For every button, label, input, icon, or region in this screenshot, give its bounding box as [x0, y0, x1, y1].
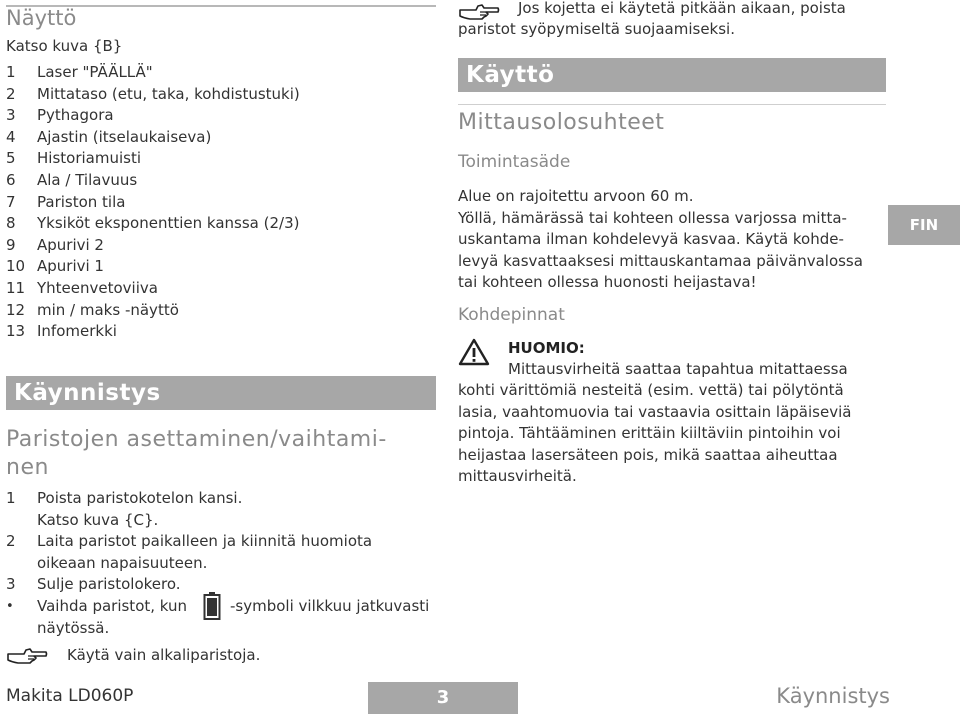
bullet-item: [6, 596, 436, 618]
display-item-number: 7: [6, 192, 16, 211]
display-item-label: Apurivi 2: [37, 235, 104, 254]
display-item-number: 8: [6, 214, 16, 233]
display-item: [6, 300, 436, 322]
range-paragraph-line: levyä kasvattaaksesi mittauskantamaa päivänvalossa: [458, 251, 863, 270]
display-item-number: 3: [6, 106, 16, 125]
display-item-label: Historiamuisti: [37, 149, 141, 168]
language-tab: FIN: [888, 205, 960, 245]
display-item: [6, 321, 436, 343]
step-text: Poista paristokotelon kansi.: [37, 489, 243, 507]
bullet-item-cont: [6, 618, 436, 640]
tip-storage-line2: paristot syöpymiseltä suojaamiseksi.: [458, 20, 735, 38]
display-item: [6, 256, 436, 278]
display-item: [6, 148, 436, 170]
range-paragraph-line: Alue on rajoitettu arvoon 60 m.: [458, 187, 694, 205]
display-item: [6, 84, 436, 106]
display-item-label: Yksiköt eksponenttien kanssa (2/3): [37, 214, 300, 233]
display-item-number: 12: [6, 300, 26, 319]
step-number: 1: [6, 489, 16, 507]
subsection-title-line1: Paristojen asettaminen/vaihtami-: [6, 427, 387, 452]
display-item-number: 11: [6, 278, 26, 297]
display-item: [6, 213, 436, 235]
warning-paragraph-line: pintoja. Tähtääminen erittäin kiiltäviin pintoihin voi: [458, 424, 841, 443]
page-title: Näyttö: [6, 6, 77, 30]
display-item-label: Yhteenvetoviiva: [37, 278, 158, 297]
display-item: [6, 278, 436, 300]
footer-model: Makita LD060P: [6, 686, 134, 706]
warning-triangle-icon: [458, 338, 490, 370]
display-item-label: Infomerkki: [37, 322, 117, 341]
display-item: [6, 105, 436, 127]
display-item-label: min / maks -näyttö: [37, 300, 179, 319]
bullet-text-c: näytössä.: [37, 618, 110, 637]
range-paragraph: [458, 186, 863, 294]
display-item: [6, 170, 436, 192]
warning-paragraph-line: kohti värittömiä nesteitä (esim. vettä) tai pölytöntä: [458, 381, 844, 399]
step-number: 2: [6, 532, 16, 551]
warning-paragraph-line: lasia, vaahtomuovia tai vastaavia osittain läpäiseviä: [458, 402, 852, 421]
see-figure-b: Katso kuva {B}: [6, 37, 123, 55]
display-item-label: Laser "PÄÄLLÄ": [37, 63, 153, 81]
display-item-number: 13: [6, 322, 26, 341]
display-item-number: 1: [6, 63, 16, 81]
display-item-number: 10: [6, 257, 26, 276]
display-item: [6, 127, 436, 149]
step-1: [6, 488, 436, 510]
step-2-cont: [6, 553, 436, 575]
display-item-label: Pariston tila: [37, 192, 126, 211]
section-rule: [458, 104, 886, 105]
step-3: [6, 574, 436, 596]
step-number: 3: [6, 575, 16, 594]
range-paragraph-line: uskantama ilman kohdelevyä kasvaa. Käytä kohde-: [458, 230, 844, 249]
steps-list: [6, 488, 436, 639]
bullet-dot-icon: •: [6, 598, 14, 614]
footer-section: Käynnistys: [776, 684, 890, 708]
tip-alkaline: Käytä vain alkaliparistoja.: [67, 646, 261, 664]
display-items-list: [6, 62, 436, 343]
display-item-number: 2: [6, 84, 16, 103]
step-text: Katso kuva {C}.: [37, 510, 159, 529]
warning-paragraph: [458, 380, 851, 488]
footer-page-number: 3: [368, 682, 518, 714]
display-item-label: Apurivi 1: [37, 257, 104, 276]
display-item-number: 9: [6, 235, 16, 254]
display-item-label: Ala / Tilavuus: [37, 170, 138, 189]
display-item-number: 5: [6, 149, 16, 168]
warning-first-line: Mittausvirheitä saattaa tapahtua mitattaessa: [508, 360, 848, 378]
pointing-hand-icon: [6, 644, 48, 670]
warning-title: HUOMIO:: [508, 339, 585, 357]
warning-paragraph-line: heijastaa lasersäteen pois, mikä saattaa aiheuttaa: [458, 445, 838, 464]
bullet-text-b: -symboli vilkkuu jatkuvasti: [230, 596, 430, 615]
display-item-label: Pythagora: [37, 106, 114, 125]
subsection-mittausolosuhteet: Mittausolosuhteet: [458, 110, 665, 135]
heading-kohdepinnat: Kohdepinnat: [458, 305, 565, 325]
display-item: [6, 62, 436, 84]
section-bar-kaytto: Käyttö: [458, 58, 886, 92]
section-bar-kaynnistys: Käynnistys: [6, 376, 436, 410]
range-paragraph-line: Yöllä, hämärässä tai kohteen ollessa varjossa mitta-: [458, 208, 847, 227]
display-item-label: Mittataso (etu, taka, kohdistustuki): [37, 84, 300, 103]
tip-storage-line1: Jos kojetta ei käytetä pitkään aikaan, poista: [518, 0, 846, 17]
display-item-number: 6: [6, 170, 16, 189]
display-item-number: 4: [6, 127, 16, 146]
display-item: [6, 235, 436, 257]
step-text: Laita paristot paikalleen ja kiinnitä huomiota: [37, 532, 373, 551]
step-text: Sulje paristolokero.: [37, 575, 181, 594]
warning-paragraph-line: mittausvirheitä.: [458, 467, 577, 486]
range-paragraph-line: tai kohteen ollessa huonosti heijastava!: [458, 273, 757, 292]
heading-toimintasade: Toimintasäde: [458, 152, 571, 172]
step-1-cont: [6, 510, 436, 532]
step-2: [6, 531, 436, 553]
step-text: oikeaan napaisuuteen.: [37, 553, 208, 572]
display-item: [6, 192, 436, 214]
display-item-label: Ajastin (itselaukaiseva): [37, 127, 212, 146]
subsection-title-line2: nen: [6, 455, 49, 480]
bullet-text-a: Vaihda paristot, kun: [37, 596, 188, 615]
